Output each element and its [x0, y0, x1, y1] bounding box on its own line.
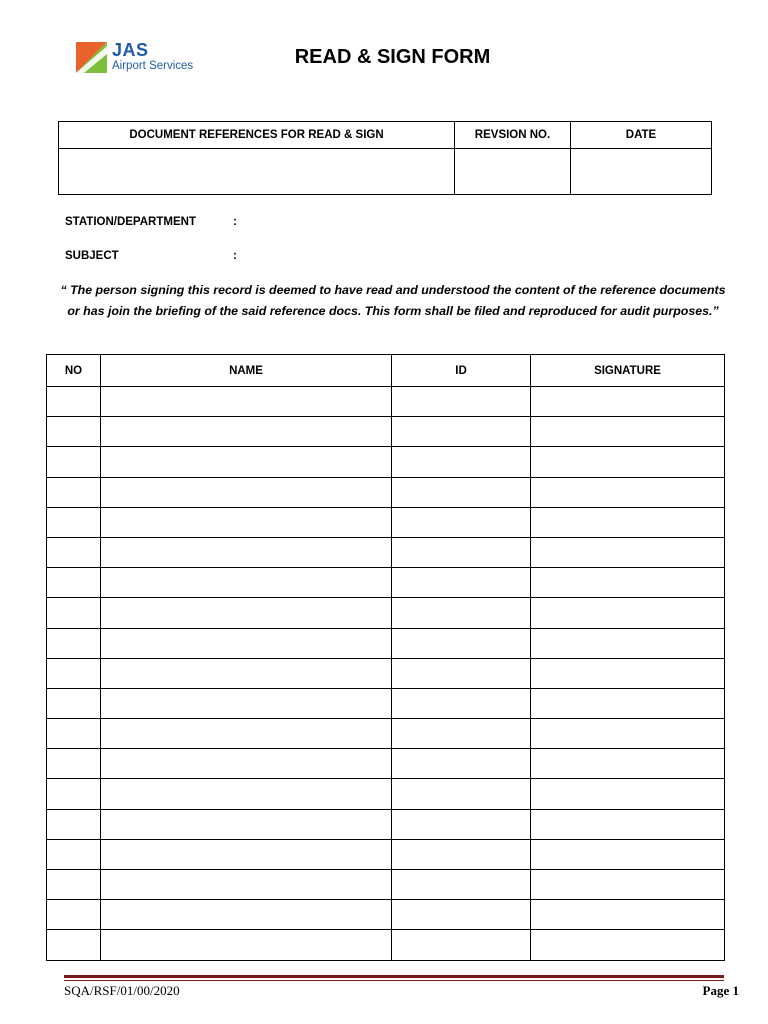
row-cell-signature[interactable] [531, 688, 725, 718]
row-cell-no[interactable] [47, 447, 101, 477]
row-cell-signature[interactable] [531, 870, 725, 900]
row-cell-no[interactable] [47, 387, 101, 417]
row-cell-id[interactable] [392, 809, 531, 839]
row-cell-id[interactable] [392, 688, 531, 718]
row-cell-signature[interactable] [531, 839, 725, 869]
footer-rule [64, 975, 724, 978]
row-cell-id[interactable] [392, 417, 531, 447]
row-cell-id[interactable] [392, 658, 531, 688]
row-cell-signature[interactable] [531, 779, 725, 809]
station-department-label: STATION/DEPARTMENT [65, 216, 196, 228]
row-cell-no[interactable] [47, 749, 101, 779]
row-cell-id[interactable] [392, 749, 531, 779]
table-row [47, 870, 725, 900]
ref-cell-revision[interactable] [455, 149, 571, 195]
row-cell-id[interactable] [392, 568, 531, 598]
row-cell-name[interactable] [101, 870, 392, 900]
declaration-notice: “ The person signing this record is deemed to have read and understood the content of the reference documents or has join the briefing of the said reference docs. This form shall be filed and reproduced for audit purposes.” [60, 283, 726, 318]
logo-name: JAS [112, 40, 149, 60]
row-cell-name[interactable] [101, 658, 392, 688]
row-cell-id[interactable] [392, 477, 531, 507]
row-cell-signature[interactable] [531, 658, 725, 688]
row-cell-id[interactable] [392, 628, 531, 658]
row-cell-no[interactable] [47, 477, 101, 507]
row-cell-id[interactable] [392, 447, 531, 477]
row-cell-name[interactable] [101, 749, 392, 779]
row-cell-name[interactable] [101, 779, 392, 809]
row-cell-name[interactable] [101, 628, 392, 658]
row-cell-no[interactable] [47, 839, 101, 869]
row-cell-no[interactable] [47, 688, 101, 718]
document-code: SQA/RSF/01/00/2020 [64, 983, 180, 998]
row-cell-signature[interactable] [531, 809, 725, 839]
row-cell-name[interactable] [101, 568, 392, 598]
row-cell-signature[interactable] [531, 719, 725, 749]
row-cell-id[interactable] [392, 537, 531, 567]
row-cell-name[interactable] [101, 930, 392, 960]
row-cell-name[interactable] [101, 507, 392, 537]
row-cell-signature[interactable] [531, 628, 725, 658]
ref-header-revision: REVSION NO. [455, 122, 571, 149]
row-cell-no[interactable] [47, 628, 101, 658]
subject-separator: : [233, 250, 237, 262]
signature-rows [47, 387, 725, 961]
table-row [47, 688, 725, 718]
table-row [47, 628, 725, 658]
table-row [47, 447, 725, 477]
table-row [47, 477, 725, 507]
station-department-separator: : [233, 216, 237, 228]
row-cell-no[interactable] [47, 930, 101, 960]
row-cell-id[interactable] [392, 719, 531, 749]
logo-subtitle: Airport Services [112, 60, 194, 72]
row-cell-signature[interactable] [531, 537, 725, 567]
row-cell-id[interactable] [392, 930, 531, 960]
row-cell-name[interactable] [101, 900, 392, 930]
table-row [47, 749, 725, 779]
row-cell-id[interactable] [392, 387, 531, 417]
row-cell-name[interactable] [101, 447, 392, 477]
row-cell-name[interactable] [101, 387, 392, 417]
table-row [47, 930, 725, 960]
table-row [47, 809, 725, 839]
row-cell-signature[interactable] [531, 507, 725, 537]
row-cell-name[interactable] [101, 719, 392, 749]
row-cell-signature[interactable] [531, 930, 725, 960]
footer-rule-thin [64, 980, 724, 981]
subject-label: SUBJECT [65, 250, 119, 262]
table-row [47, 779, 725, 809]
row-cell-signature[interactable] [531, 598, 725, 628]
table-row [47, 719, 725, 749]
row-cell-id[interactable] [392, 598, 531, 628]
table-row [47, 839, 725, 869]
row-cell-name[interactable] [101, 477, 392, 507]
row-cell-no[interactable] [47, 417, 101, 447]
row-cell-signature[interactable] [531, 387, 725, 417]
row-cell-signature[interactable] [531, 477, 725, 507]
table-row [47, 387, 725, 417]
ref-cell-date[interactable] [571, 149, 712, 195]
row-cell-no[interactable] [47, 537, 101, 567]
row-cell-id[interactable] [392, 507, 531, 537]
table-row [47, 507, 725, 537]
row-cell-no[interactable] [47, 507, 101, 537]
jas-logo-icon [76, 42, 107, 73]
col-header-name: NAME [101, 355, 392, 387]
row-cell-name[interactable] [101, 417, 392, 447]
row-cell-signature[interactable] [531, 568, 725, 598]
table-row [47, 417, 725, 447]
row-cell-name[interactable] [101, 537, 392, 567]
row-cell-name[interactable] [101, 839, 392, 869]
table-row [47, 537, 725, 567]
ref-header-document: DOCUMENT REFERENCES FOR READ & SIGN [59, 122, 455, 149]
form-title: READ & SIGN FORM [294, 46, 491, 68]
table-row [47, 568, 725, 598]
table-row [47, 900, 725, 930]
page-number: Page 1 [702, 983, 739, 998]
row-cell-signature[interactable] [531, 900, 725, 930]
row-cell-no[interactable] [47, 658, 101, 688]
row-cell-no[interactable] [47, 779, 101, 809]
row-cell-no[interactable] [47, 719, 101, 749]
company-logo [76, 42, 206, 76]
signature-table [46, 354, 725, 961]
row-cell-no[interactable] [47, 900, 101, 930]
table-row [47, 658, 725, 688]
row-cell-id[interactable] [392, 900, 531, 930]
row-cell-name[interactable] [101, 809, 392, 839]
col-header-id: ID [392, 355, 531, 387]
row-cell-signature[interactable] [531, 749, 725, 779]
ref-header-date: DATE [571, 122, 712, 149]
document-reference-table [58, 121, 712, 195]
row-cell-no[interactable] [47, 598, 101, 628]
row-cell-no[interactable] [47, 870, 101, 900]
row-cell-no[interactable] [47, 809, 101, 839]
ref-cell-document[interactable] [59, 149, 455, 195]
row-cell-id[interactable] [392, 839, 531, 869]
row-cell-signature[interactable] [531, 447, 725, 477]
row-cell-id[interactable] [392, 779, 531, 809]
station-department-field[interactable] [65, 216, 237, 228]
subject-field[interactable] [65, 250, 237, 262]
col-header-no: NO [47, 355, 101, 387]
row-cell-name[interactable] [101, 688, 392, 718]
row-cell-signature[interactable] [531, 417, 725, 447]
table-row [47, 598, 725, 628]
row-cell-name[interactable] [101, 598, 392, 628]
row-cell-id[interactable] [392, 870, 531, 900]
row-cell-no[interactable] [47, 568, 101, 598]
col-header-signature: SIGNATURE [531, 355, 725, 387]
